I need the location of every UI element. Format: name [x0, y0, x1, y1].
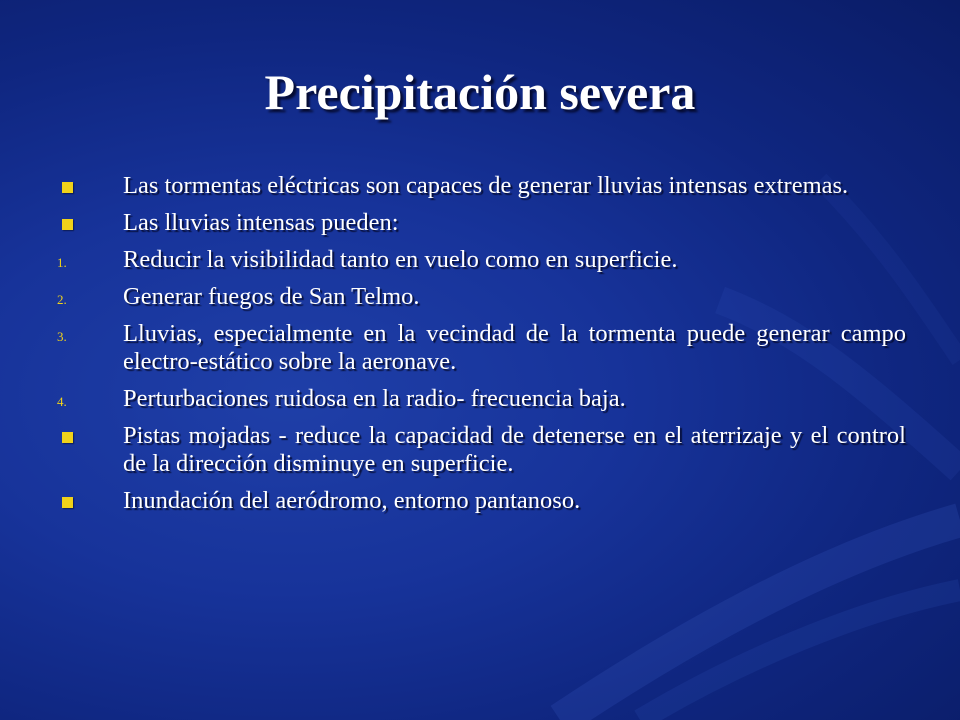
- list-item-text: Inundación del aeródromo, entorno pantanoso.: [123, 487, 581, 514]
- square-bullet-icon: [62, 182, 73, 193]
- square-bullet-icon: [62, 432, 73, 443]
- list-item: [56, 422, 906, 478]
- list-number: 1.: [57, 255, 67, 270]
- list-item-text: Las lluvias intensas pueden:: [123, 209, 399, 236]
- list-item-text: Generar fuegos de San Telmo.: [123, 283, 420, 310]
- list-item: [56, 320, 906, 376]
- list-number: 4.: [57, 394, 67, 409]
- list-item: [56, 246, 906, 274]
- list-item-text: Perturbaciones ruidosa en la radio- frecuencia baja.: [123, 385, 626, 412]
- list-item: [56, 172, 906, 200]
- list-item-text: Las tormentas eléctricas son capaces de generar lluvias intensas extremas.: [123, 172, 849, 199]
- list-item-text: Lluvias, especialmente en la vecindad de la tormenta puede generar campo electro-estático sobre la aeronave.: [123, 320, 906, 375]
- square-bullet-icon: [62, 219, 73, 230]
- list-item: [56, 209, 906, 237]
- list-item: [56, 487, 906, 515]
- list-item-text: Reducir la visibilidad tanto en vuelo como en superficie.: [123, 246, 678, 273]
- list-item: [56, 283, 906, 311]
- list-number: 2.: [57, 292, 67, 307]
- list-number: 3.: [57, 329, 67, 344]
- list-item-text: Pistas mojadas - reduce la capacidad de detenerse en el aterrizaje y el control de la dirección disminuye en superficie.: [123, 422, 906, 477]
- list-item: [56, 385, 906, 413]
- bullet-list: [56, 172, 906, 524]
- slide-title: Precipitación severa: [264, 64, 696, 120]
- square-bullet-icon: [62, 497, 73, 508]
